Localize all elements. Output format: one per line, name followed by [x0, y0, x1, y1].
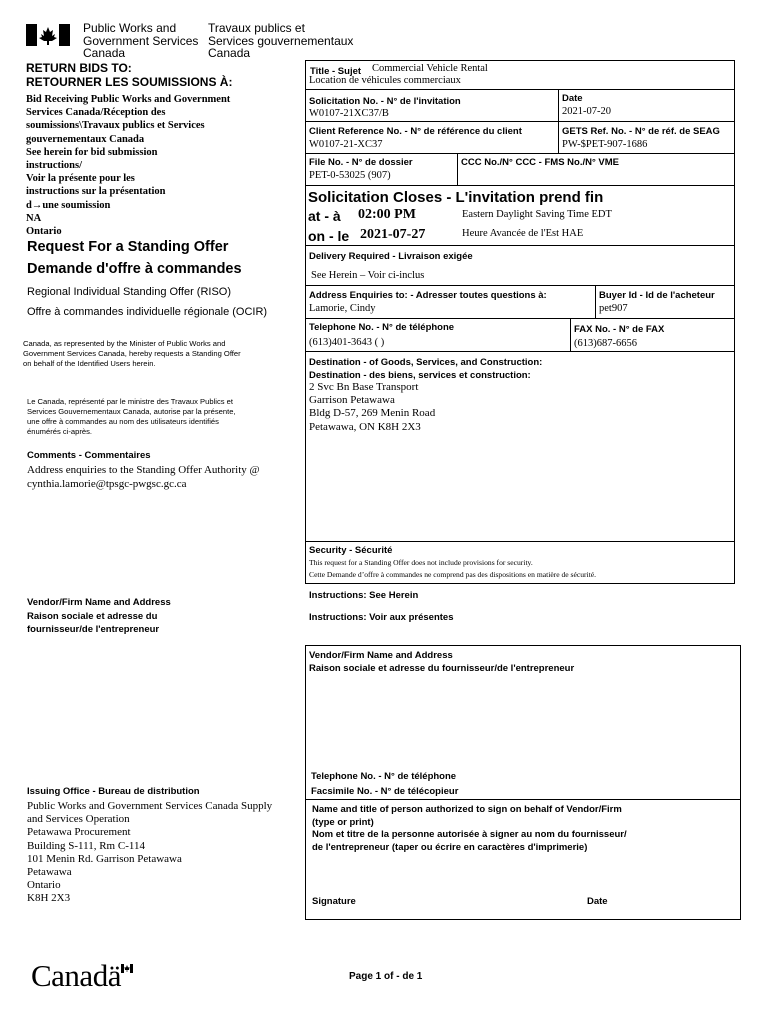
- title-label: Title - Sujet: [310, 66, 362, 77]
- security-text-french: Cette Demande d’offre à commandes ne comprend pas des dispositions en matière de sécurité.: [309, 570, 597, 579]
- closing-date-label: on - le: [308, 228, 350, 244]
- destination-label: Destination - of Goods, Services, and Construction: Destination - des biens, services et construction:: [309, 357, 543, 381]
- canada-flag-icon: [26, 24, 70, 46]
- department-name-french: Travaux publics et Services gouvernementaux Canada: [208, 21, 354, 60]
- vendor-firm-label: Vendor/Firm Name and Address Raison sociale et adresse du fournisseur/de l'entrepreneur: [309, 650, 575, 674]
- wordmark-flag-icon: [121, 960, 133, 969]
- title-value-french: Location de véhicules commerciaux: [309, 75, 461, 86]
- title-value-english: Commercial Vehicle Rental: [372, 63, 488, 74]
- client-reference-label: Client Reference No. - N° de référence du client: [309, 126, 522, 137]
- destination-address: 2 Svc Bn Base Transport Garrison Petawawa Bldg D-57, 269 Menin Road Petawawa, ON K8H 2X3: [309, 381, 436, 433]
- comments-label: Comments - Commentaires: [27, 450, 151, 461]
- return-bids-address: Bid Receiving Public Works and Government Services Canada/Réception des soumissions\Travaux publics et Services gouvernementaux Canada See herein for bid submission instructions/ Voir la présente pour les instructions sur la présentation d→une soumission NA Ontario: [26, 94, 231, 238]
- canada-wordmark-logo: Canadä: [31, 958, 121, 993]
- gets-reference-value: PW-$PET-907-1686: [562, 139, 648, 150]
- vendor-firm-label-left: Vendor/Firm Name and Address Raison sociale et adresse du fournisseur/de l'entrepreneur: [27, 597, 171, 635]
- client-reference-value: W0107-21-XC37: [309, 139, 383, 150]
- telephone-label: Telephone No. - N° de téléphone: [309, 322, 455, 333]
- offer-type: Regional Individual Standing Offer (RISO) Offre à commandes individuelle régionale (OCIR): [27, 286, 268, 318]
- file-number-value: PET-0-53025 (907): [309, 170, 391, 181]
- request-paragraph-english: Canada, as represented by the Minister of Public Works and Government Services Canada, hereby requests a Standing Offer on behalf of the Identified Users herein.: [23, 339, 241, 368]
- file-number-label: File No. - N° de dossier: [309, 157, 413, 168]
- buyer-id-label: Buyer Id - Id de l'acheteur: [599, 290, 715, 301]
- signature-date-label: Date: [587, 896, 608, 907]
- time-zone-french: Heure Avancée de l'Est HAE: [462, 228, 584, 239]
- gets-reference-label: GETS Ref. No. - N° de réf. de SEAG: [562, 126, 720, 137]
- date-label: Date: [562, 93, 583, 104]
- instructions-french: Instructions: Voir aux présentes: [309, 612, 454, 623]
- fax-value: (613)687-6656: [574, 338, 637, 349]
- address-enquiries-label: Address Enquiries to: - Adresser toutes questions à:: [309, 290, 547, 301]
- address-enquiries-value: Lamorie, Cindy: [309, 303, 376, 314]
- fax-label: FAX No. - N° de FAX: [574, 324, 665, 335]
- signature-label: Signature: [312, 896, 356, 907]
- time-zone-english: Eastern Daylight Saving Time EDT: [462, 209, 612, 220]
- issuing-office-label: Issuing Office - Bureau de distribution: [27, 786, 200, 797]
- date-value: 2021-07-20: [562, 106, 611, 117]
- security-text-english: This request for a Standing Offer does not include provisions for security.: [309, 558, 533, 567]
- page-number: Page 1 of - de 1: [349, 971, 423, 982]
- request-title: Request For a Standing Offer Demande d'offre à commandes: [27, 239, 242, 277]
- authorized-signatory-label: Name and title of person authorized to sign on behalf of Vendor/Firm (type or print) Nom et titre de la personne autorisée à signer au nom du fournisseur/ de l'entrepreneur (taper ou écrire en caractères d'imprimerie): [312, 804, 627, 853]
- closing-time-value: 02:00 PM: [358, 207, 416, 222]
- comments-text: Address enquiries to the Standing Offer Authority @ cynthia.lamorie@tpsgc-pwgsc.gc.ca: [27, 464, 260, 490]
- security-label: Security - Sécurité: [309, 545, 393, 556]
- solicitation-closes-title: Solicitation Closes - L'invitation prend fin: [308, 189, 604, 206]
- instructions-english: Instructions: See Herein: [309, 590, 419, 601]
- department-name-english: Public Works and Government Services Canada: [83, 21, 199, 60]
- return-bids-title: RETURN BIDS TO: RETOURNER LES SOUMISSIONS À:: [26, 61, 233, 89]
- vendor-fax-label: Facsimile No. - N° de télécopieur: [311, 786, 459, 797]
- vendor-telephone-label: Telephone No. - N° de téléphone: [311, 771, 457, 782]
- buyer-id-value: pet907: [599, 303, 628, 314]
- vendor-firm-box: [305, 645, 741, 920]
- solicitation-number-label: Solicitation No. - N° de l'invitation: [309, 96, 461, 107]
- telephone-value: (613)401-3643 ( ): [309, 337, 385, 348]
- closing-time-label: at - à: [308, 208, 341, 224]
- ccc-number-label: CCC No./N° CCC - FMS No./N° VME: [461, 157, 620, 168]
- issuing-office-address: Public Works and Government Services Canada Supply and Services Operation Petawawa Procurement Building S-111, Rm C-114 101 Menin Rd. Garrison Petawawa Petawawa Ontario K8H 2X3: [27, 800, 273, 905]
- solicitation-number-value: W0107-21XC37/B: [309, 108, 389, 119]
- request-paragraph-french: Le Canada, représenté par le ministre des Travaux Publics et Services Gouvernementaux Canada, autorise par la présente, une offre à commandes au nom des utilisateurs identifiés énumérés ci-après.: [27, 397, 236, 436]
- delivery-required-value: See Herein – Voir ci-inclus: [311, 270, 425, 281]
- delivery-required-label: Delivery Required - Livraison exigée: [309, 251, 473, 262]
- closing-date-value: 2021-07-27: [360, 227, 426, 242]
